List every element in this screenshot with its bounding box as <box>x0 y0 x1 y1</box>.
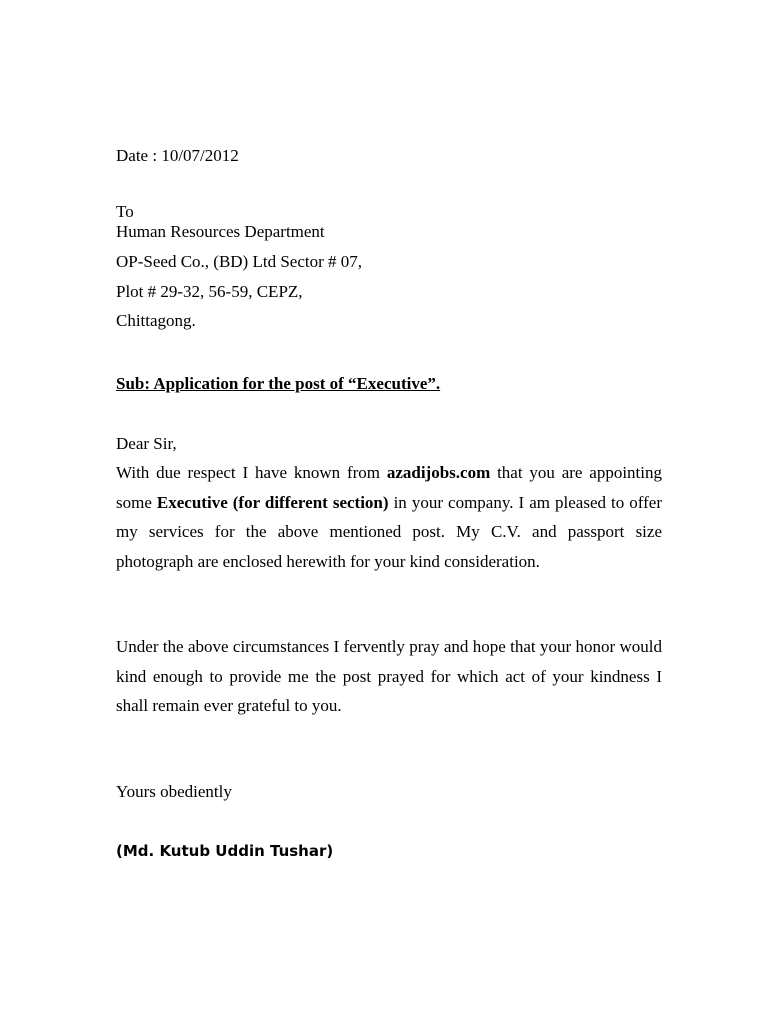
recipient-plot: Plot # 29-32, 56-59, CEPZ, <box>116 282 303 301</box>
recipient-to: To <box>116 202 134 221</box>
paragraph-1-text-c: in your company. I am pleased to offer my services for the above mentioned post. My C.V. and passport size photograph are enclosed herewith for your kind consideration. <box>116 492 662 571</box>
letter-date: Date : 10/07/2012 <box>116 146 239 165</box>
job-site-name: azadijobs.com <box>386 463 491 482</box>
recipient-company: OP-Seed Co., (BD) Ltd Sector # 07, <box>116 252 363 271</box>
paragraph-1-text-b: that you are appointing some <box>116 463 662 512</box>
letter-paragraph-1 <box>116 458 662 576</box>
recipient-department: Human Resources Department <box>116 222 325 241</box>
paragraph-1-text-a: With due respect I have known from <box>116 463 387 482</box>
letter-signature: (Md. Kutub Uddin Tushar) <box>116 842 334 860</box>
letter-closing: Yours obediently <box>116 782 232 801</box>
letter-paragraph-2: Under the above circumstances I fervently pray and hope that your honor would kind enough to provide me the post prayed for which act of your kindness I shall remain ever grateful to you. <box>116 637 662 715</box>
letter-salutation: Dear Sir, <box>116 434 177 453</box>
letter-subject: Sub: Application for the post of “Executive”. <box>116 374 441 393</box>
job-position: Executive (for different section) <box>156 492 389 512</box>
recipient-city: Chittagong. <box>116 311 196 330</box>
